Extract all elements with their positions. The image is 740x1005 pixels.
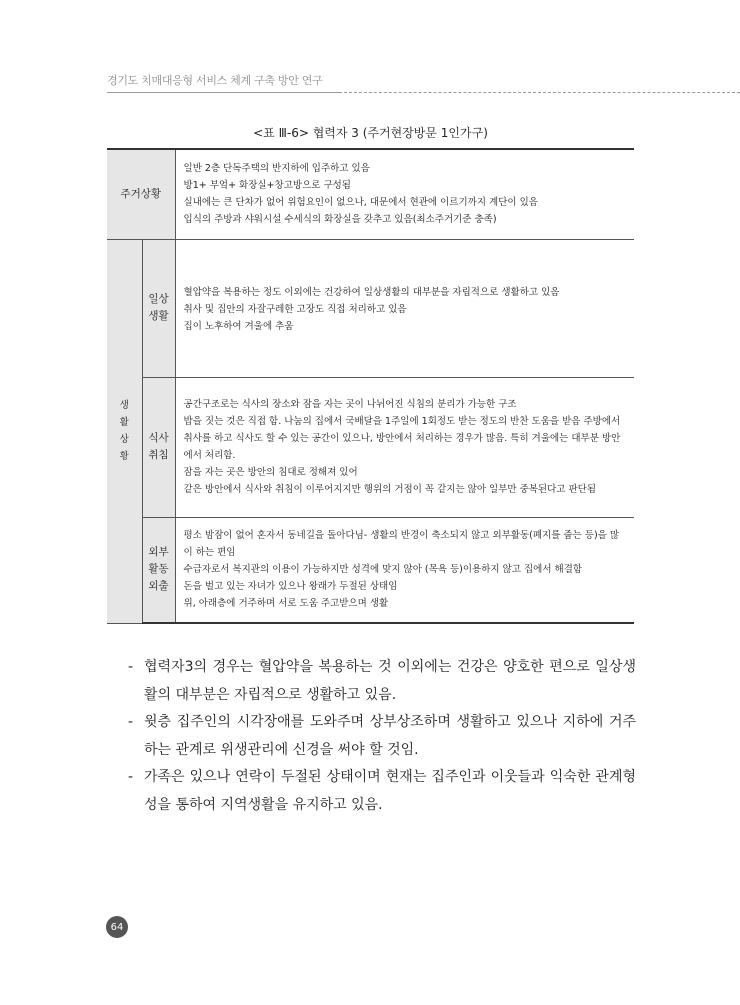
daily-life-line: 취사 및 집안의 자잘구레한 고장도 직접 처리하고 있음 [183,303,407,315]
table-row-daily-life [107,239,634,377]
life-label-char: 상 [119,434,129,445]
meal-sleep-label-line: 취침 [148,449,169,461]
table-row-housing [107,149,634,239]
table-row-outing [107,517,634,623]
meal-sleep-line: 같은 방안에서 식사와 취침이 이루어지지만 행위의 거점이 꼭 같지는 않아 일부만 중복된다고 판단됨 [183,484,597,495]
meal-sleep-line: 공간구조로는 식사의 장소와 잠을 자는 곳이 나뉘어진 식침의 분리가 가능한 구조 [183,399,517,410]
daily-life-label-line: 생활 [148,310,169,322]
housing-line: 입식의 주방과 샤워시설 수세식의 화장실을 갖추고 있음(최소주거기준 충족) [183,214,497,226]
bullet-dash: - [128,659,134,675]
table-caption: <표 Ⅲ-6> 협력자 3 (주거현장방문 1인가구) [253,126,488,140]
life-label-char: 생 [119,400,129,411]
running-header-title: 경기도 치매대응형 서비스 체계 구축 방안 연구 [107,74,323,87]
outing-line: 위, 아래층에 거주하며 서로 도움 주고받으며 생활 [183,598,389,610]
outing-label-line: 외출 [148,580,169,593]
outing-line: 수급자로서 복지관의 이용이 가능하지만 성격에 맞지 않아 (목욕 등)이용하지 않고 집에서 해결함 [183,564,583,576]
housing-line: 방1+ 부엌+ 화장실+창고방으로 구성됨 [183,180,351,192]
daily-life-label [142,239,175,377]
outing-label [142,517,175,623]
summary-bullet [128,654,636,709]
housing-line: 일반 2층 단독주택의 반지하에 입주하고 있음 [183,163,370,175]
housing-content [175,149,634,239]
meal-sleep-label-line: 식사 [148,432,169,444]
outing-label-line: 외부 [148,546,169,559]
daily-life-content [175,239,634,377]
summary-bullet-text: 윗층 집주인의 시각장애를 도와주며 상부상조하며 생활하고 있으나 지하에 거주하는 관계로 위생관리에 신경을 써야 할 것임. [144,714,636,758]
bullet-dash: - [128,714,134,730]
daily-life-label-line: 일상 [148,293,169,305]
life-label-char: 황 [119,451,129,462]
summary-bullet-text: 협력자3의 경우는 혈압약을 복용하는 것 이외에는 건강은 양호한 편으로 일상생활의 대부분은 자립적으로 생활하고 있음. [144,659,636,703]
meal-sleep-line: 밥을 짓는 것은 직접 함. 나눔의 집에서 국배달을 1주일에 1회정도 받는 정도의 반찬 도움을 받음 주방에서 취사를 하고 식사도 할 수 있는 공간이 있으나, 방안에서 처리하는 경우가 많음. 특히 겨울에는 대부분 방안에서 처리함. [183,416,621,461]
summary-bullets [128,654,636,819]
outing-content [175,517,634,623]
daily-life-line: 집이 노후하여 겨울에 추움 [183,320,294,332]
header-dashed-rule [339,92,740,93]
summary-bullet [128,764,636,819]
meal-sleep-line: 잠을 자는 곳은 방안의 침대로 정해져 있어 [183,467,358,478]
life-situation-label [107,239,142,623]
outing-line: 돈을 벌고 있는 자녀가 있으나 왕래가 두절된 상태임 [183,581,398,593]
daily-life-line: 혈압약을 복용하는 정도 이외에는 건강하여 일상생활의 대부분을 자립적으로 생활하고 있음 [183,286,560,298]
life-label-char: 활 [119,417,129,428]
bullet-dash: - [128,769,134,785]
meal-sleep-label [142,377,175,517]
interview-table [107,148,634,624]
outing-line: 평소 밤잠이 없어 혼자서 동네길을 돌아다님- 생활의 반경이 축소되지 않고 외부활동(폐지를 줍는 등)을 많이 하는 편임 [183,530,620,559]
summary-bullet-text: 가족은 있으나 연락이 두절된 상태이며 현재는 집주인과 이웃들과 익숙한 관계형성을 통하여 지역생활을 유지하고 있음. [144,769,636,813]
housing-line: 실내에는 큰 단차가 없어 위험요인이 없으나, 대문에서 현관에 이르기까지 계단이 있음 [183,197,538,209]
table-row-meal-sleep [107,377,634,517]
meal-sleep-content [175,377,634,517]
summary-bullet [128,709,636,764]
outing-label-line: 활동 [148,563,169,576]
page-number: 64 [106,916,128,938]
header-rule [107,92,339,93]
housing-label: 주거상황 [107,149,175,239]
